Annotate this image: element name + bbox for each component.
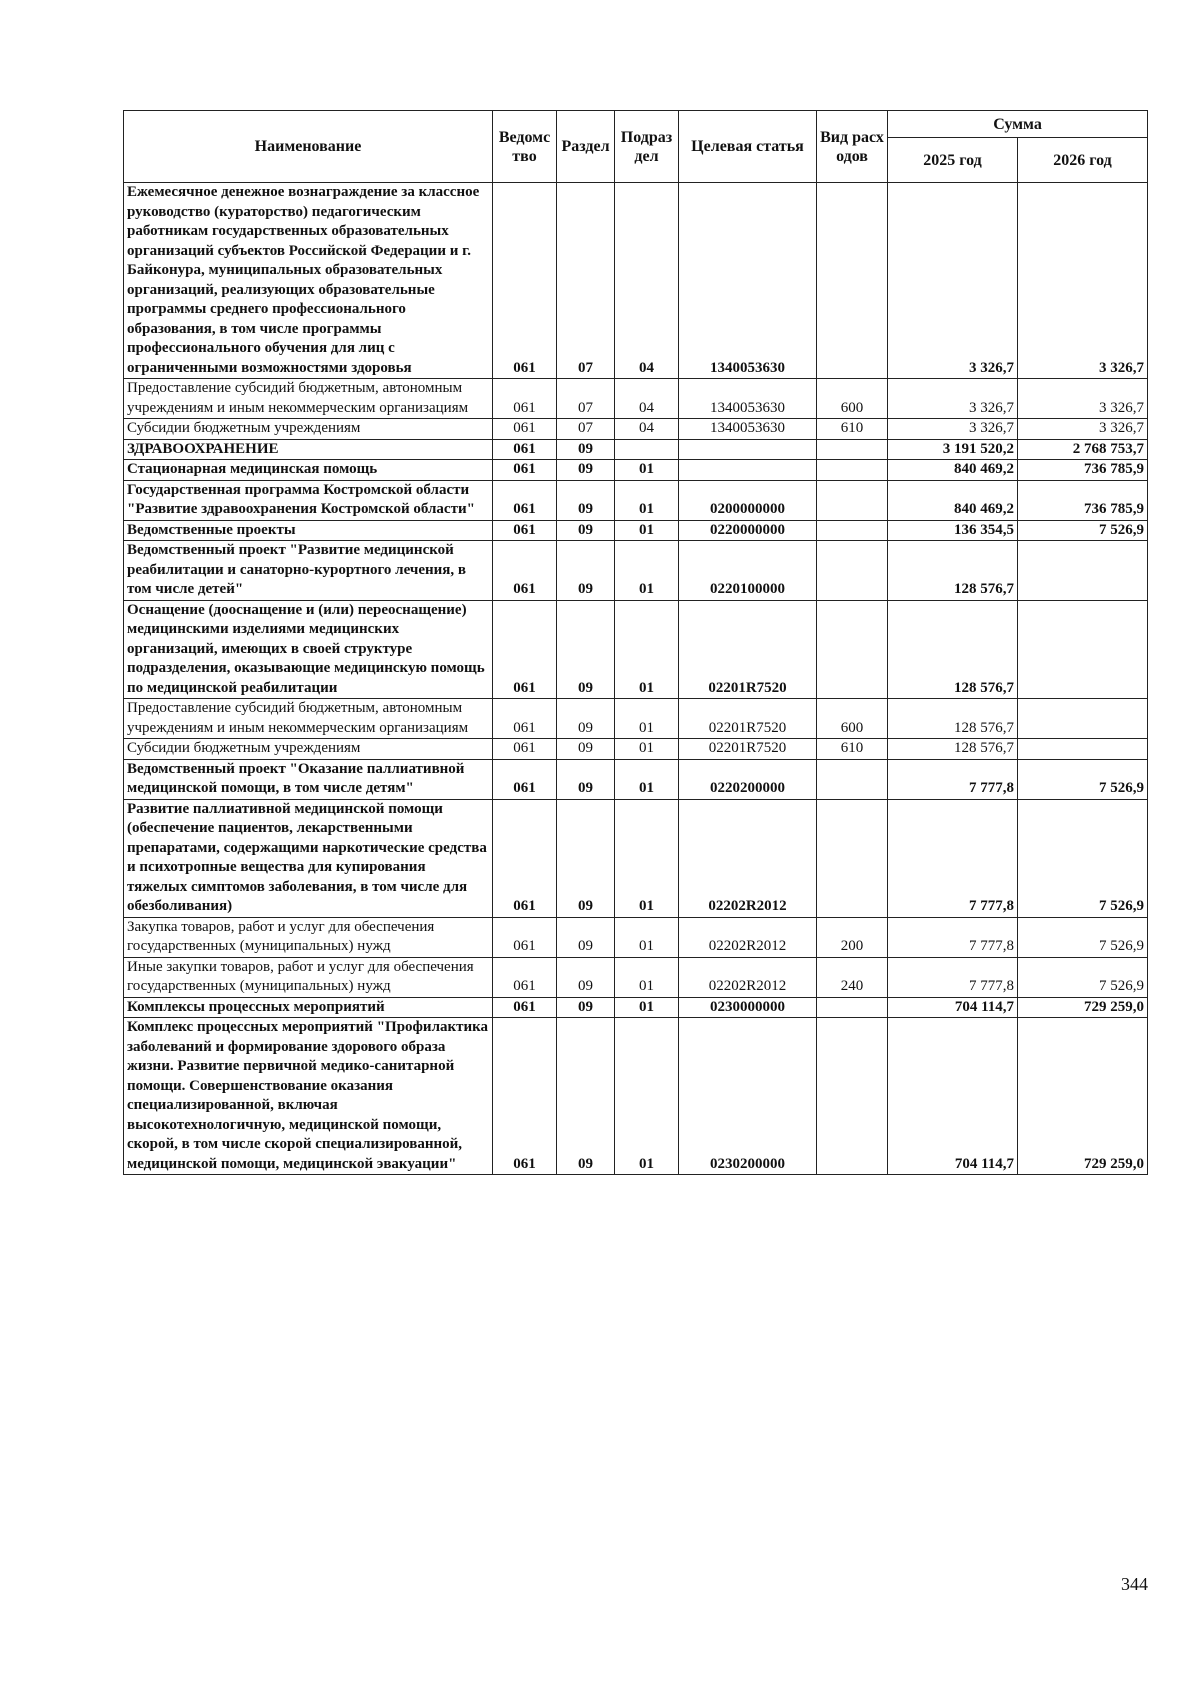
row-dept: 061 <box>493 600 557 699</box>
row-type <box>817 520 888 541</box>
table-body <box>124 183 1148 1175</box>
row-subsection: 01 <box>615 739 679 760</box>
row-target <box>679 460 817 481</box>
row-dept: 061 <box>493 439 557 460</box>
row-subsection: 01 <box>615 460 679 481</box>
table-row <box>124 541 1148 601</box>
row-sum-2026: 736 785,9 <box>1018 480 1148 520</box>
table-row <box>124 957 1148 997</box>
row-dept: 061 <box>493 957 557 997</box>
header-sum: Сумма <box>888 111 1148 138</box>
row-sum-2025: 840 469,2 <box>888 460 1018 481</box>
row-type <box>817 997 888 1018</box>
header-2026: 2026 год <box>1018 138 1148 183</box>
row-dept: 061 <box>493 997 557 1018</box>
budget-sheet <box>123 110 1147 1175</box>
row-target: 02202R2012 <box>679 799 817 917</box>
header-subsection: Подраздел <box>615 111 679 183</box>
table-row <box>124 739 1148 760</box>
row-name: Ведомственные проекты <box>124 520 493 541</box>
row-name: Оснащение (дооснащение и (или) переоснащение) медицинскими изделиями медицинских организаций, имеющих в своей структуре подразделения, оказывающие медицинскую помощь по медицинской реабилитации <box>124 600 493 699</box>
row-type: 240 <box>817 957 888 997</box>
row-sum-2026: 729 259,0 <box>1018 997 1148 1018</box>
row-name: Субсидии бюджетным учреждениям <box>124 739 493 760</box>
row-target: 02201R7520 <box>679 739 817 760</box>
row-section: 09 <box>557 799 615 917</box>
header-target: Целевая статья <box>679 111 817 183</box>
table-row <box>124 759 1148 799</box>
row-type <box>817 439 888 460</box>
row-type <box>817 600 888 699</box>
row-dept: 061 <box>493 520 557 541</box>
row-dept: 061 <box>493 799 557 917</box>
row-type <box>817 799 888 917</box>
header-name: Наименование <box>124 111 493 183</box>
header-2025: 2025 год <box>888 138 1018 183</box>
row-section: 09 <box>557 541 615 601</box>
row-sum-2026 <box>1018 600 1148 699</box>
row-subsection: 04 <box>615 419 679 440</box>
row-section: 09 <box>557 699 615 739</box>
row-dept: 061 <box>493 419 557 440</box>
row-subsection: 01 <box>615 997 679 1018</box>
row-name: Иные закупки товаров, работ и услуг для обеспечения государственных (муниципальных) нужд <box>124 957 493 997</box>
row-section: 09 <box>557 600 615 699</box>
row-sum-2026: 3 326,7 <box>1018 379 1148 419</box>
row-subsection: 04 <box>615 379 679 419</box>
row-sum-2026 <box>1018 739 1148 760</box>
row-target: 0200000000 <box>679 480 817 520</box>
row-name: Закупка товаров, работ и услуг для обеспечения государственных (муниципальных) нужд <box>124 917 493 957</box>
row-type <box>817 480 888 520</box>
table-row <box>124 480 1148 520</box>
row-sum-2026: 7 526,9 <box>1018 957 1148 997</box>
row-name: ЗДРАВООХРАНЕНИЕ <box>124 439 493 460</box>
row-dept: 061 <box>493 699 557 739</box>
row-name: Комплексы процессных мероприятий <box>124 997 493 1018</box>
row-type: 600 <box>817 699 888 739</box>
row-type: 610 <box>817 739 888 760</box>
row-sum-2026 <box>1018 541 1148 601</box>
row-dept: 061 <box>493 1018 557 1175</box>
row-dept: 061 <box>493 541 557 601</box>
row-target: 0220200000 <box>679 759 817 799</box>
table-row <box>124 917 1148 957</box>
row-target: 0220100000 <box>679 541 817 601</box>
row-type: 600 <box>817 379 888 419</box>
page-number: 344 <box>1121 1574 1148 1594</box>
row-sum-2026: 7 526,9 <box>1018 520 1148 541</box>
row-subsection: 01 <box>615 957 679 997</box>
row-subsection: 01 <box>615 917 679 957</box>
row-subsection: 01 <box>615 799 679 917</box>
header-type: Вид расходов <box>817 111 888 183</box>
row-type <box>817 183 888 379</box>
row-sum-2025: 3 326,7 <box>888 419 1018 440</box>
row-sum-2025: 128 576,7 <box>888 739 1018 760</box>
row-section: 09 <box>557 759 615 799</box>
row-section: 09 <box>557 997 615 1018</box>
row-sum-2026: 7 526,9 <box>1018 759 1148 799</box>
row-sum-2025: 7 777,8 <box>888 799 1018 917</box>
row-target <box>679 439 817 460</box>
row-target: 02201R7520 <box>679 600 817 699</box>
row-sum-2025: 704 114,7 <box>888 997 1018 1018</box>
row-subsection: 04 <box>615 183 679 379</box>
row-sum-2025: 3 326,7 <box>888 183 1018 379</box>
row-name: Ведомственный проект "Оказание паллиативной медицинской помощи, в том числе детям" <box>124 759 493 799</box>
row-sum-2026: 7 526,9 <box>1018 917 1148 957</box>
row-subsection: 01 <box>615 699 679 739</box>
row-target: 1340053630 <box>679 419 817 440</box>
row-name: Предоставление субсидий бюджетным, автономным учреждениям и иным некоммерческим организациям <box>124 699 493 739</box>
row-type <box>817 460 888 481</box>
row-type <box>817 1018 888 1175</box>
row-target: 02201R7520 <box>679 699 817 739</box>
row-name: Стационарная медицинская помощь <box>124 460 493 481</box>
row-target: 02202R2012 <box>679 957 817 997</box>
row-section: 09 <box>557 1018 615 1175</box>
row-sum-2026: 736 785,9 <box>1018 460 1148 481</box>
row-type <box>817 759 888 799</box>
row-subsection <box>615 439 679 460</box>
row-dept: 061 <box>493 460 557 481</box>
row-section: 09 <box>557 917 615 957</box>
row-target: 0230000000 <box>679 997 817 1018</box>
row-sum-2025: 128 576,7 <box>888 699 1018 739</box>
row-sum-2025: 128 576,7 <box>888 541 1018 601</box>
budget-table <box>123 110 1148 1175</box>
row-name: Предоставление субсидий бюджетным, автономным учреждениям и иным некоммерческим организациям <box>124 379 493 419</box>
table-row <box>124 460 1148 481</box>
row-target: 1340053630 <box>679 183 817 379</box>
row-sum-2025: 840 469,2 <box>888 480 1018 520</box>
row-section: 09 <box>557 739 615 760</box>
row-target: 0220000000 <box>679 520 817 541</box>
row-subsection: 01 <box>615 541 679 601</box>
row-subsection: 01 <box>615 520 679 541</box>
row-name: Ежемесячное денежное вознаграждение за классное руководство (кураторство) педагогическим работникам государственных образовательных организаций субъектов Российской Федерации и г. Байконура, муниципальных образовательных организаций, реализующих образовательные программы среднего профессионального образования, в том числе программы профессионального обучения для лиц с ограниченными возможностями здоровья <box>124 183 493 379</box>
row-type: 200 <box>817 917 888 957</box>
row-subsection: 01 <box>615 759 679 799</box>
row-sum-2026: 3 326,7 <box>1018 419 1148 440</box>
row-sum-2025: 7 777,8 <box>888 759 1018 799</box>
row-sum-2025: 3 191 520,2 <box>888 439 1018 460</box>
table-row <box>124 183 1148 379</box>
row-type <box>817 541 888 601</box>
row-name: Ведомственный проект "Развитие медицинской реабилитации и санаторно-курортного лечения, в том числе детей" <box>124 541 493 601</box>
table-row <box>124 799 1148 917</box>
row-dept: 061 <box>493 480 557 520</box>
row-dept: 061 <box>493 917 557 957</box>
row-dept: 061 <box>493 759 557 799</box>
row-sum-2026: 729 259,0 <box>1018 1018 1148 1175</box>
row-type: 610 <box>817 419 888 440</box>
row-sum-2025: 7 777,8 <box>888 917 1018 957</box>
table-row <box>124 439 1148 460</box>
row-sum-2026: 7 526,9 <box>1018 799 1148 917</box>
row-sum-2025: 704 114,7 <box>888 1018 1018 1175</box>
row-sum-2025: 7 777,8 <box>888 957 1018 997</box>
row-section: 09 <box>557 480 615 520</box>
row-section: 07 <box>557 379 615 419</box>
table-row <box>124 699 1148 739</box>
row-target: 0230200000 <box>679 1018 817 1175</box>
row-sum-2026: 3 326,7 <box>1018 183 1148 379</box>
row-sum-2025: 128 576,7 <box>888 600 1018 699</box>
row-subsection: 01 <box>615 1018 679 1175</box>
table-row <box>124 600 1148 699</box>
row-dept: 061 <box>493 739 557 760</box>
row-section: 09 <box>557 439 615 460</box>
row-target: 02202R2012 <box>679 917 817 957</box>
row-section: 09 <box>557 957 615 997</box>
row-section: 09 <box>557 460 615 481</box>
row-sum-2026 <box>1018 699 1148 739</box>
table-header <box>124 111 1148 183</box>
row-dept: 061 <box>493 379 557 419</box>
row-dept: 061 <box>493 183 557 379</box>
row-section: 07 <box>557 419 615 440</box>
row-name: Государственная программа Костромской области "Развитие здравоохранения Костромской области" <box>124 480 493 520</box>
row-target: 1340053630 <box>679 379 817 419</box>
table-row <box>124 419 1148 440</box>
row-sum-2026: 2 768 753,7 <box>1018 439 1148 460</box>
table-row <box>124 379 1148 419</box>
row-subsection: 01 <box>615 480 679 520</box>
row-sum-2025: 3 326,7 <box>888 379 1018 419</box>
header-section: Раздел <box>557 111 615 183</box>
table-row <box>124 1018 1148 1175</box>
row-name: Развитие паллиативной медицинской помощи (обеспечение пациентов, лекарственными препаратами, содержащими наркотические средства и психотропные вещества для купирования тяжелых симптомов заболевания, в том числе для обезболивания) <box>124 799 493 917</box>
row-name: Субсидии бюджетным учреждениям <box>124 419 493 440</box>
row-name: Комплекс процессных мероприятий "Профилактика заболеваний и формирование здорового образа жизни. Развитие первичной медико-санитарной помощи. Совершенствование оказания специализированной, включая высокотехнологичную, медицинской помощи, скорой, в том числе скорой специализированной, медицинской помощи, медицинской эвакуации" <box>124 1018 493 1175</box>
row-subsection: 01 <box>615 600 679 699</box>
header-dept: Ведомство <box>493 111 557 183</box>
row-section: 09 <box>557 520 615 541</box>
table-row <box>124 997 1148 1018</box>
table-row <box>124 520 1148 541</box>
row-sum-2025: 136 354,5 <box>888 520 1018 541</box>
row-section: 07 <box>557 183 615 379</box>
